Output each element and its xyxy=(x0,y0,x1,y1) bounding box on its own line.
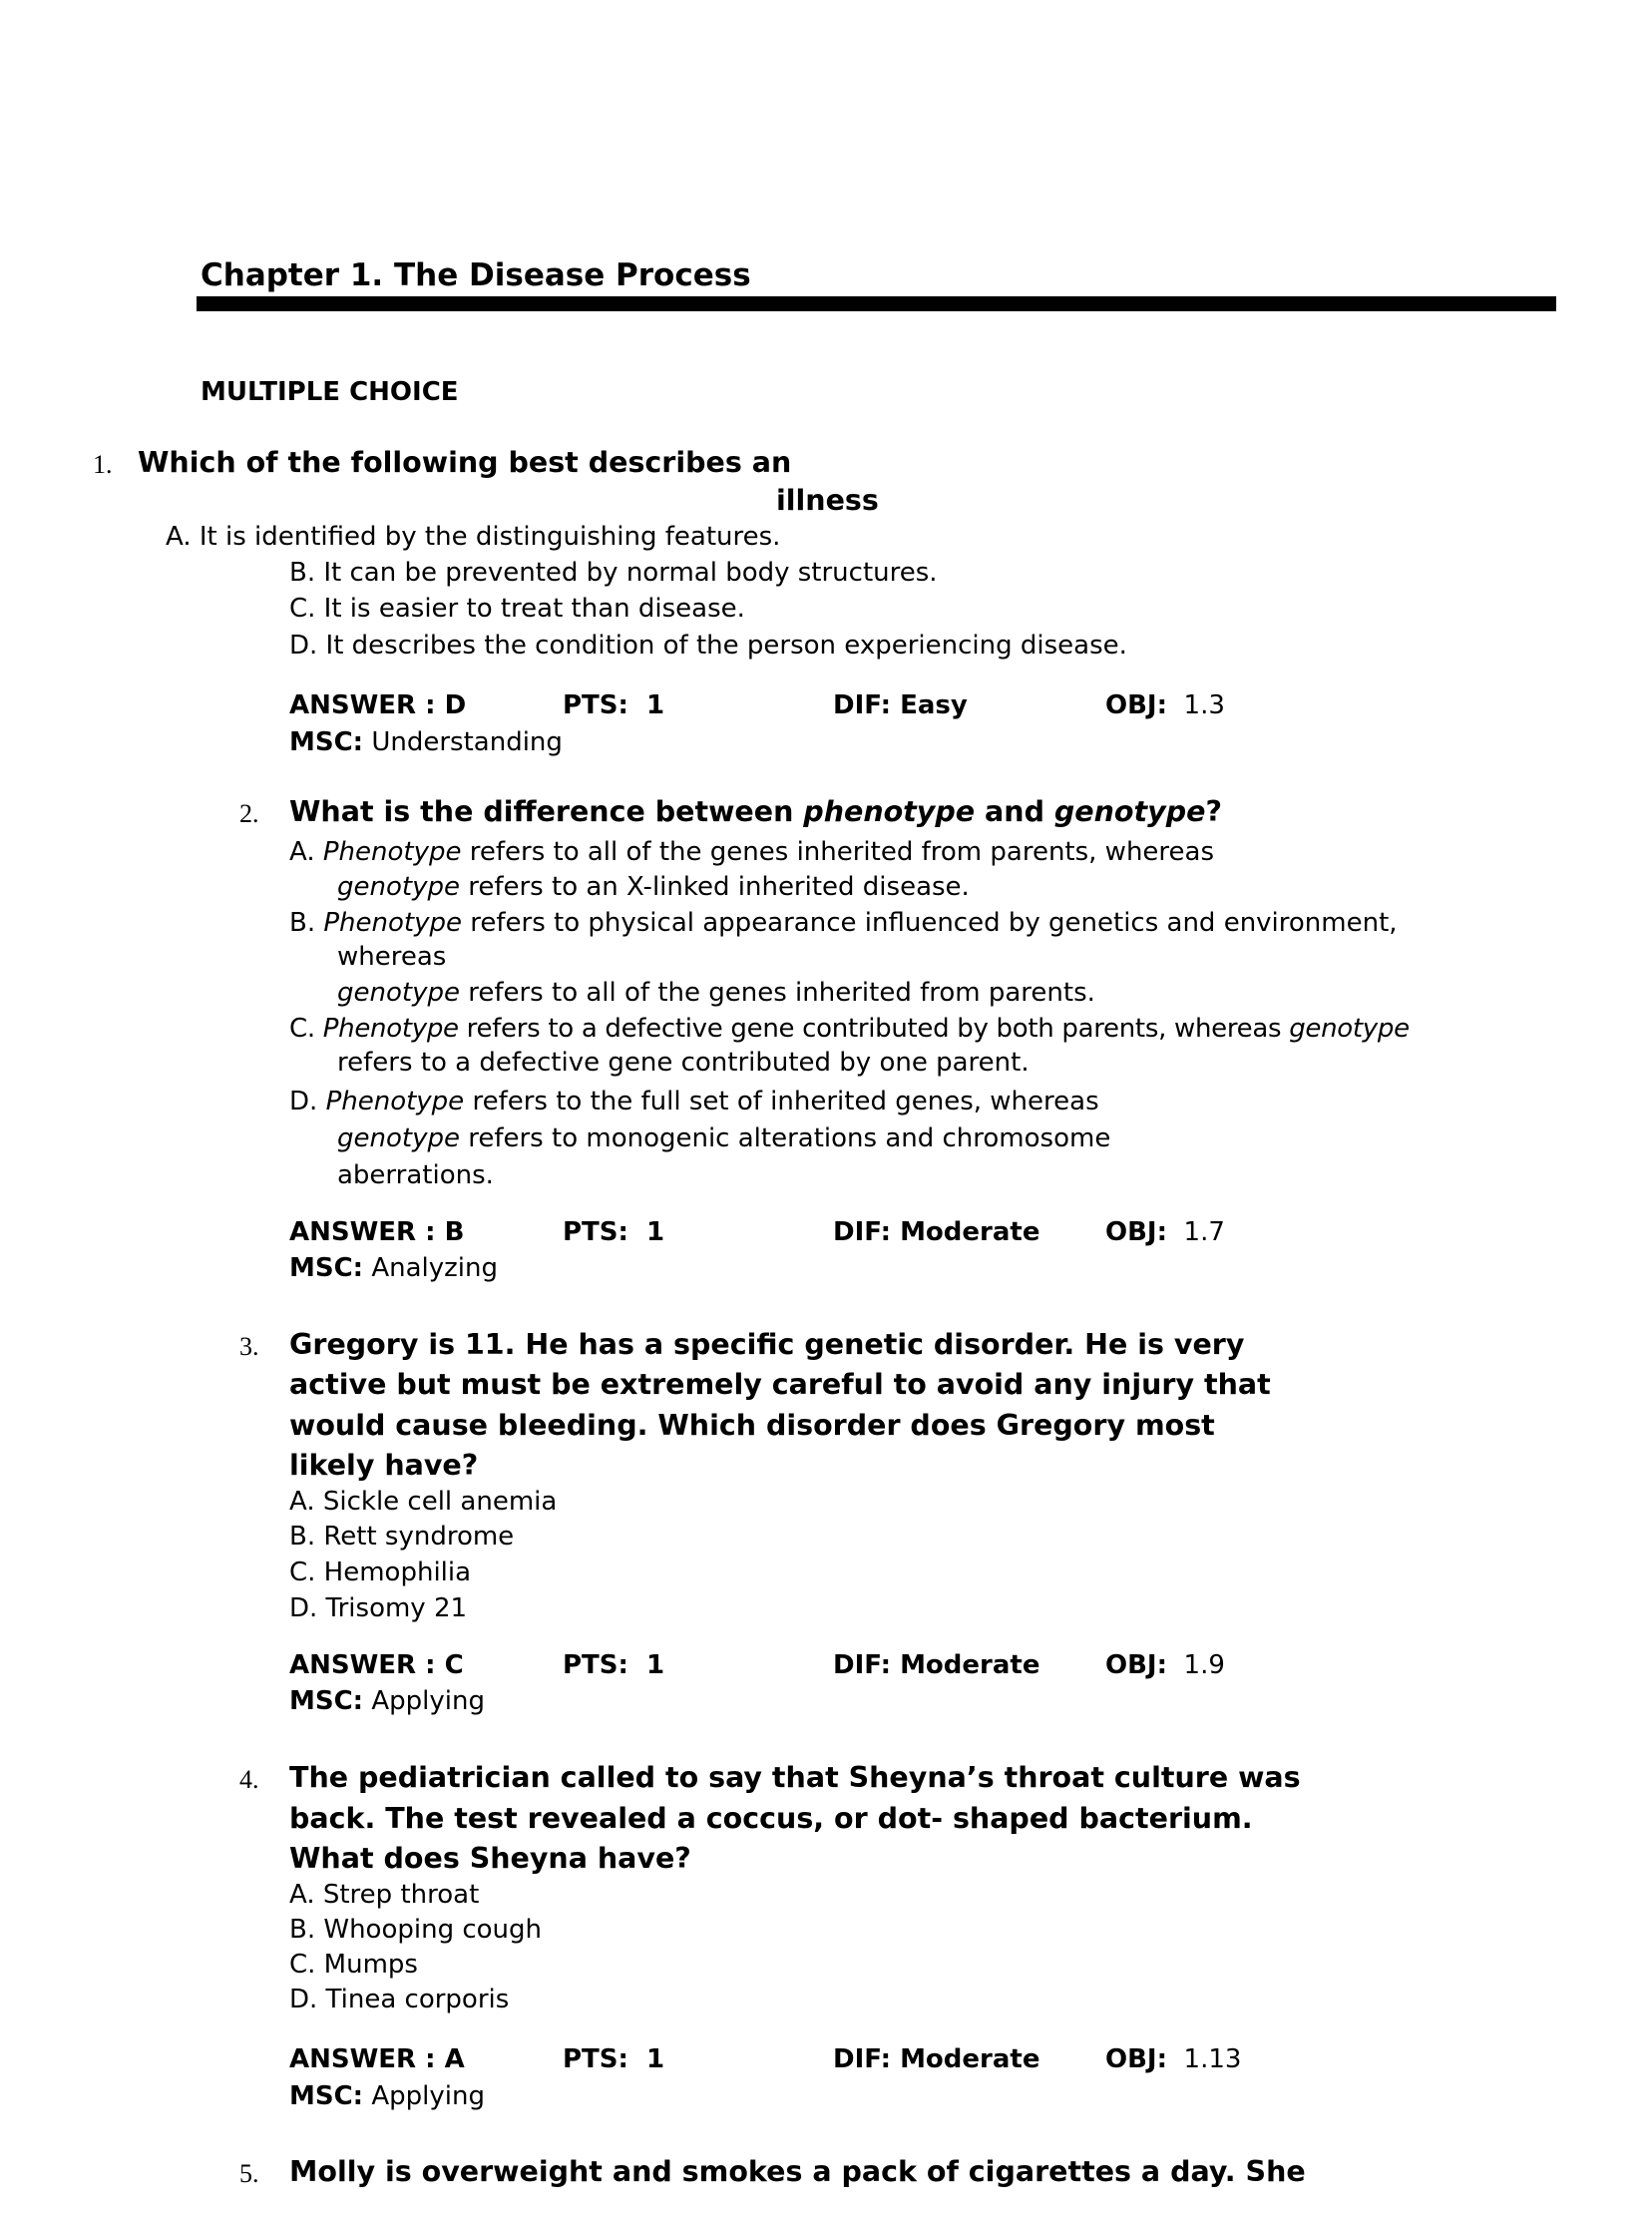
msc-value: Applying xyxy=(371,1686,485,1716)
pts-value: 1 xyxy=(646,1217,665,1247)
option-a-cont: genotype refers to an X-linked inherited disease. xyxy=(337,872,970,902)
obj-label: OBJ: xyxy=(1105,1217,1167,1247)
option-d: D. Tinea corporis xyxy=(289,1985,510,2014)
answer-label: ANSWER : xyxy=(289,1217,436,1247)
option-c: C. Hemophilia xyxy=(289,1558,472,1587)
pts-label: PTS: xyxy=(563,690,628,720)
option-d: D. It describes the condition of the person experiencing disease. xyxy=(289,631,1127,661)
pts-value: 1 xyxy=(646,2044,665,2074)
dif-value: Easy xyxy=(900,690,968,720)
pts-label: PTS: xyxy=(563,2044,628,2074)
option-b: B. Phenotype refers to physical appearance influenced by genetics and environment, xyxy=(289,908,1398,938)
question-number: 2. xyxy=(239,799,259,828)
dif-label: DIF: xyxy=(833,1217,891,1247)
question-number: 4. xyxy=(239,1765,259,1794)
dif-value: Moderate xyxy=(900,2044,1040,2074)
obj-label: OBJ: xyxy=(1105,1650,1167,1680)
option-a: A. Sickle cell anemia xyxy=(289,1487,558,1517)
option-b-cont: whereas xyxy=(337,942,447,972)
answer-label: ANSWER : xyxy=(289,690,436,720)
option-c: C. Mumps xyxy=(289,1950,418,1980)
question-number: 3. xyxy=(239,1332,259,1361)
question-stem: would cause bleeding. Which disorder does Gregory most xyxy=(289,1409,1215,1442)
pts-label: PTS: xyxy=(563,1217,628,1247)
dif-label: DIF: xyxy=(833,2044,891,2074)
pts-value: 1 xyxy=(646,690,665,720)
title-rule xyxy=(197,296,1556,311)
option-c-cont: refers to a defective gene contributed by one parent. xyxy=(337,1048,1030,1078)
msc-value: Applying xyxy=(371,2081,485,2111)
option-a: A. It is identified by the distinguishing features. xyxy=(166,522,781,552)
obj-label: OBJ: xyxy=(1105,2044,1167,2074)
obj-value: 1.13 xyxy=(1183,2044,1242,2074)
option-a: A. Strep throat xyxy=(289,1880,480,1910)
question-stem: active but must be extremely careful to avoid any injury that xyxy=(289,1368,1271,1401)
answer-label: ANSWER : xyxy=(289,2044,436,2074)
obj-value: 1.9 xyxy=(1183,1650,1225,1680)
obj-value: 1.3 xyxy=(1183,690,1225,720)
msc-label: MSC: xyxy=(289,2081,364,2111)
question-stem: illness xyxy=(776,484,879,517)
option-b-cont: genotype refers to all of the genes inherited from parents. xyxy=(337,978,1095,1008)
option-d-cont: genotype refers to monogenic alterations and chromosome xyxy=(337,1123,1111,1153)
option-c: C. Phenotype refers to a defective gene contributed by both parents, whereas genotype xyxy=(289,1014,1410,1044)
msc-label: MSC: xyxy=(289,727,364,757)
question-number: 1. xyxy=(93,450,113,479)
option-d-cont: aberrations. xyxy=(337,1160,494,1190)
answer-value: A xyxy=(444,2044,465,2074)
section-heading: MULTIPLE CHOICE xyxy=(201,377,459,407)
dif-value: Moderate xyxy=(900,1650,1040,1680)
dif-label: DIF: xyxy=(833,690,891,720)
msc-value: Understanding xyxy=(371,727,563,757)
question-stem: Which of the following best describes an xyxy=(138,446,792,479)
answer-label: ANSWER : xyxy=(289,1650,436,1680)
question-stem: Gregory is 11. He has a specific genetic disorder. He is very xyxy=(289,1328,1245,1361)
option-d: D. Phenotype refers to the full set of inherited genes, whereas xyxy=(289,1087,1099,1116)
answer-value: B xyxy=(444,1217,465,1247)
answer-value: C xyxy=(444,1650,464,1680)
pts-label: PTS: xyxy=(563,1650,628,1680)
msc-label: MSC: xyxy=(289,1253,364,1283)
answer-value: D xyxy=(444,690,467,720)
question-stem: What does Sheyna have? xyxy=(289,1842,691,1875)
question-stem: What is the difference between phenotype and genotype? xyxy=(289,795,1222,828)
question-stem: The pediatrician called to say that Sheyna’s throat culture was xyxy=(289,1761,1301,1794)
question-number: 5. xyxy=(239,2159,259,2188)
option-a: A. Phenotype refers to all of the genes inherited from parents, whereas xyxy=(289,837,1215,867)
question-stem: likely have? xyxy=(289,1449,479,1482)
question-stem: Molly is overweight and smokes a pack of cigarettes a day. She xyxy=(289,2155,1306,2188)
dif-value: Moderate xyxy=(900,1217,1040,1247)
option-b: B. It can be prevented by normal body structures. xyxy=(289,558,938,588)
option-c: C. It is easier to treat than disease. xyxy=(289,594,745,624)
option-b: B. Rett syndrome xyxy=(289,1522,515,1552)
option-d: D. Trisomy 21 xyxy=(289,1593,468,1623)
chapter-title: Chapter 1. The Disease Process xyxy=(201,257,751,293)
question-stem: back. The test revealed a coccus, or dot- shaped bacterium. xyxy=(289,1802,1253,1835)
option-b: B. Whooping cough xyxy=(289,1915,543,1945)
msc-value: Analyzing xyxy=(371,1253,499,1283)
dif-label: DIF: xyxy=(833,1650,891,1680)
obj-label: OBJ: xyxy=(1105,690,1167,720)
msc-label: MSC: xyxy=(289,1686,364,1716)
obj-value: 1.7 xyxy=(1183,1217,1225,1247)
pts-value: 1 xyxy=(646,1650,665,1680)
